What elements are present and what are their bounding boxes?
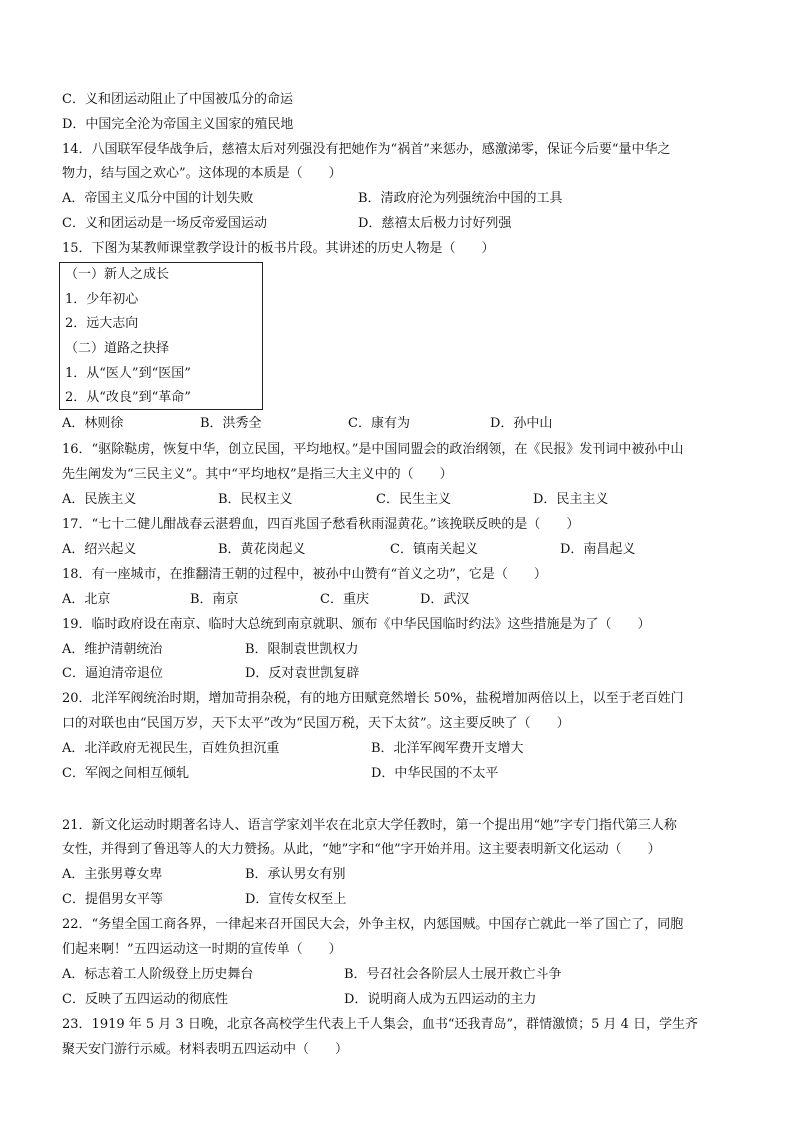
q22-stem-line-1: 22．“务望全国工商各界，一律起来召开国民大会，外争主权，内惩国贼。中国存亡就此一举了国亡了，同胞 xyxy=(62,917,684,932)
board-line-5: 1．从“医人”到“医国” xyxy=(65,366,191,381)
q14-stem-line-1: 14．八国联军侵华战争后，慈禧太后对列强没有把她作为“祸首”来惩办，感激涕零，保证今后要“量中华之 xyxy=(62,142,671,157)
board-line-1: （一）新人之成长 xyxy=(65,267,170,282)
q15-option-c: C．康有为 xyxy=(348,416,410,431)
board-line-6: 2．从“改良”到“革命” xyxy=(65,390,191,405)
q14-option-b: B．清政府沦为列强统治中国的工具 xyxy=(358,191,563,206)
q15-stem: 15．下图为某教师课堂教学设计的板书片段。其讲述的历史人物是（ ） xyxy=(62,241,495,256)
q14-option-a: A．帝国主义瓜分中国的计划失败 xyxy=(62,191,254,206)
q18-stem: 18．有一座城市，在推翻清王朝的过程中，被孙中山赞有“首义之功”，它是（ ） xyxy=(62,567,547,582)
q20-stem-line-1: 20．北洋军阀统治时期，增加苛捐杂税，有的地方田赋竟然增长 50%，盐税增加两倍以上，以至于老百姓门 xyxy=(62,691,684,706)
q16-option-a: A．民族主义 xyxy=(62,492,137,507)
board-line-2: 1．少年初心 xyxy=(65,292,139,307)
q19-stem: 19．临时政府设在南京、临时大总统到南京就职、颁布《中华民国临时约法》这些措施是为了（ ） xyxy=(62,617,651,632)
q22-option-b: B．号召社会各阶层人士展开救亡斗争 xyxy=(344,967,562,982)
q19-option-a: A．维护清朝统治 xyxy=(62,642,163,657)
board-line-4: （二）道路之抉择 xyxy=(65,341,170,356)
q16-option-d: D．民主主义 xyxy=(533,492,609,507)
q14-option-d: D．慈禧太后极力讨好列强 xyxy=(358,216,512,231)
q22-option-a: A．标志着工人阶级登上历史舞台 xyxy=(62,967,254,982)
q14-stem-line-2: 物力，结与国之欢心”。这体现的本质是（ ） xyxy=(62,166,342,181)
q21-option-d: D．宣传女权至上 xyxy=(245,892,347,907)
q20-option-b: B．北洋军阀军费开支增大 xyxy=(371,741,524,756)
q21-stem-line-2: 女性，并得到了鲁迅等人的大力赞扬。从此，“她”字和“他”字开始并用。这主要表明新文化运动（ ） xyxy=(62,842,661,857)
q18-option-b: B．南京 xyxy=(190,592,239,607)
q20-option-c: C．军阀之间相互倾轧 xyxy=(62,766,189,781)
q15-option-b: B．洪秀全 xyxy=(200,416,262,431)
q16-stem-line-2: 先生阐发为“三民主义”。其中“平均地权”是指三大主义中的（ ） xyxy=(62,467,453,482)
q19-option-d: D．反对袁世凯复辟 xyxy=(245,666,360,681)
q16-option-b: B．民权主义 xyxy=(218,492,293,507)
q22-option-d: D．说明商人成为五四运动的主力 xyxy=(344,992,537,1007)
q20-option-a: A．北洋政府无视民生，百姓负担沉重 xyxy=(62,741,280,756)
q21-stem-line-1: 21．新文化运动时期著名诗人、语言学家刘半农在北京大学任教时，第一个提出用“她”字专门指代第三人称 xyxy=(62,818,677,833)
q20-stem-line-2: 口的对联也由“民国万岁，天下太平”改为“民国万税，天下太贫”。这主要反映了（ ） xyxy=(62,716,570,731)
q14-option-c: C．义和团运动是一场反帝爱国运动 xyxy=(62,216,267,231)
q21-option-b: B．承认男女有别 xyxy=(245,867,346,882)
q13-option-d: D．中国完全沦为帝国主义国家的殖民地 xyxy=(62,117,294,132)
board-line-3: 2．远大志向 xyxy=(65,316,139,331)
blackboard-outline-box xyxy=(59,262,263,410)
q21-option-a: A．主张男尊女卑 xyxy=(62,867,163,882)
q22-stem-line-2: 们起来啊！”五四运动这一时期的宣传单（ ） xyxy=(62,942,342,957)
q17-stem: 17．“七十二健儿酣战春云湛碧血，四百兆国子愁看秋雨湿黄花。”该挽联反映的是（ ） xyxy=(62,517,580,532)
q16-stem-line-1: 16．“驱除鞑虏，恢复中华，创立民国，平均地权。”是中国同盟会的政治纲领，在《民报》发刊词中被孙中山 xyxy=(62,442,684,457)
q18-option-a: A．北京 xyxy=(62,592,111,607)
q21-option-c: C．提倡男女平等 xyxy=(62,892,163,907)
q17-option-a: A．绍兴起义 xyxy=(62,542,137,557)
q23-stem-line-1: 23．1919 年 5 月 3 日晚，北京各高校学生代表上千人集会，血书“还我青岛”，群情激愤；5 月 4 日，学生齐 xyxy=(62,1017,699,1032)
q17-option-d: D．南昌起义 xyxy=(560,542,636,557)
q20-option-d: D．中华民国的不太平 xyxy=(371,766,499,781)
q17-option-b: B．黄花岗起义 xyxy=(218,542,306,557)
q15-option-a: A．林则徐 xyxy=(62,416,124,431)
q22-option-c: C．反映了五四运动的彻底性 xyxy=(62,992,228,1007)
q16-option-c: C．民生主义 xyxy=(376,492,451,507)
q18-option-d: D．武汉 xyxy=(420,592,470,607)
q19-option-b: B．限制袁世凯权力 xyxy=(245,642,359,657)
q13-option-c: C．义和团运动阻止了中国被瓜分的命运 xyxy=(62,92,293,107)
q17-option-c: C．镇南关起义 xyxy=(390,542,478,557)
q19-option-c: C．逼迫清帝退位 xyxy=(62,666,163,681)
q23-stem-line-2: 聚天安门游行示威。材料表明五四运动中（ ） xyxy=(62,1042,349,1057)
q15-option-d: D．孙中山 xyxy=(490,416,553,431)
q18-option-c: C．重庆 xyxy=(320,592,369,607)
